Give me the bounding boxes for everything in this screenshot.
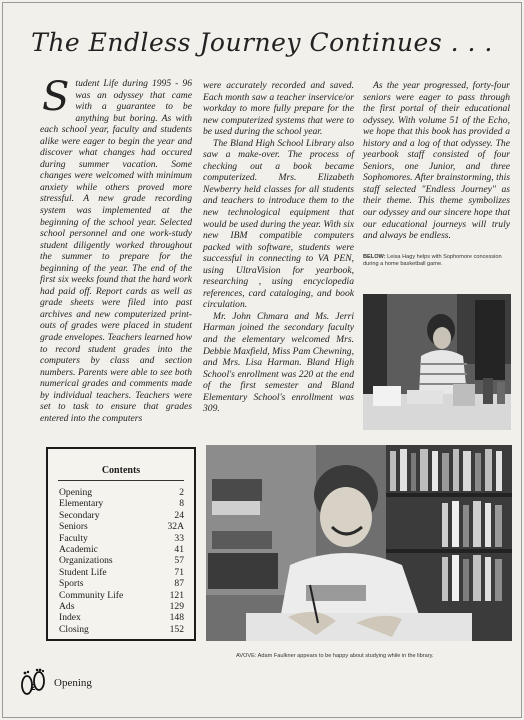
article-paragraph [40, 74, 192, 424]
article-paragraph: The Bland High School Library also saw a make-over. The process of checking out a book became computerized. Mrs. Elizabeth Newberry held classes for all students and teachers to introduce them to the new technological equipment that would be used during the year. With six new IBM compatible computers packed with software, students were successful in connecting to VA PEN, using UltraVision for yearbook, researching , using encyclopedia references, card cataloging, and book circulation. [203, 137, 354, 311]
toc-row [59, 590, 184, 601]
toc-label: Seniors [59, 521, 88, 533]
table-of-contents [46, 447, 196, 641]
toc-label: Secondary [59, 509, 100, 521]
toc-page: 87 [174, 578, 184, 590]
article-paragraph: Mr. John Chmara and Ms. Jerri Harman joined the secondary faculty and the elementary welcomed Mrs. Debbie Maxfield, Miss Pam Chewning, and Mrs. Lisa Harman. Bland High School's enrollment was 220 at the end of the first semester and Bland Elementary School's enrollment was 309. [203, 310, 354, 415]
drop-cap: S [42, 74, 70, 120]
toc-row [59, 521, 184, 532]
toc-page: 2 [179, 487, 184, 498]
caption-label: BELOW: [363, 254, 386, 260]
photo-concession-stand [363, 294, 511, 430]
article-column-2 [203, 80, 354, 415]
toc-label: Faculty [59, 532, 88, 544]
toc-row [59, 578, 184, 589]
toc-label: Organizations [59, 555, 113, 567]
toc-page: 8 [179, 498, 184, 510]
toc-page: 121 [169, 589, 184, 601]
toc-page: 33 [174, 532, 184, 544]
contents-title: Contents [101, 465, 141, 476]
toc-page: 148 [169, 612, 184, 624]
toc-row [59, 624, 184, 635]
toc-page: 32A [167, 521, 184, 533]
toc-row [59, 601, 184, 612]
page-number: 2 [31, 683, 36, 692]
toc-page: 71 [174, 566, 184, 578]
toc-row [59, 533, 184, 544]
toc-page: 57 [174, 555, 184, 567]
contents-divider [58, 480, 184, 481]
toc-row [59, 544, 184, 555]
toc-label: Ads [59, 601, 75, 613]
photo-library-student [206, 445, 512, 641]
toc-row [59, 510, 184, 521]
toc-label: Sports [59, 578, 84, 590]
toc-page: 24 [174, 509, 184, 521]
photo-caption-concession [363, 254, 511, 268]
caption-text: Leisa Hagy helps with Sophomore concession during a home basketball game. [363, 254, 502, 267]
toc-label: Community Life [59, 589, 124, 601]
toc-row [59, 498, 184, 509]
article-column-3 [363, 80, 510, 242]
concession-photo-art [363, 294, 511, 430]
toc-row [59, 567, 184, 578]
toc-label: Elementary [59, 498, 104, 510]
footer-section-label: Opening [54, 677, 92, 689]
page-footer [18, 668, 92, 698]
toc-row [59, 487, 184, 498]
toc-label: Closing [59, 623, 89, 635]
toc-row [59, 612, 184, 623]
toc-page: 152 [169, 623, 184, 635]
toc-label: Opening [59, 487, 93, 498]
toc-label: Index [59, 612, 81, 624]
toc-label: Student Life [59, 566, 107, 578]
toc-page: 129 [169, 601, 184, 613]
article-text: tudent Life during 1995 - 96 was an odyssey that came with a guarantee to be anything but boring. As with each school year, faculty and students alike were eager to begin the year and discover what changes had occured during summer vacation. Some changes were welcomed with minimum anxiety while others proved more stressful. A new grade recording system was implemented at the beginning of the school year. Selected school personnel and one work-study student diligently worked throughout the summer to prepare for the beginning of the year. The end of the first six weeks found that the hard work had paid off. Report cards as well as grade sheets were filed into past archives and new computerized print-outs of grades were placed in student grade envelopes. Teachers learned how to record student grades into the computers by class and section numbers. Parents were able to see both numerical grades and comments made by individual teachers. Teachers were set to task to ensure that grades entered into the computers [40, 78, 192, 424]
article-column-1 [40, 74, 192, 424]
toc-row [59, 555, 184, 566]
library-photo-art [206, 445, 512, 641]
article-paragraph: were accurately recorded and saved. Each month saw a teacher inservice/or workday to more fully prepare for the new computerized systems that were to be used during the school year. [203, 80, 354, 138]
toc-page: 41 [174, 544, 184, 556]
photo-caption-library: AVOVE: Adam Faulkner appears to be happy about studying while in the library. [236, 653, 434, 659]
page-title: The Endless Journey Continues . . . [31, 28, 493, 57]
article-paragraph: As the year progressed, forty-four seniors were eager to pass through the first portal of their educational odyssey. With volume 51 of the Echo, we hope that this book has provided a history and a log of that odyssey. The yearbook staff consisted of four Seniors, one Junior, and three Sophomores. After brainstorming, this staff selected "Endless Journey" as their theme. This theme symbolizes our odyssey and our sincere hope that our educational journeys will truly and always be endless. [363, 80, 510, 242]
toc-label: Academic [59, 544, 98, 556]
